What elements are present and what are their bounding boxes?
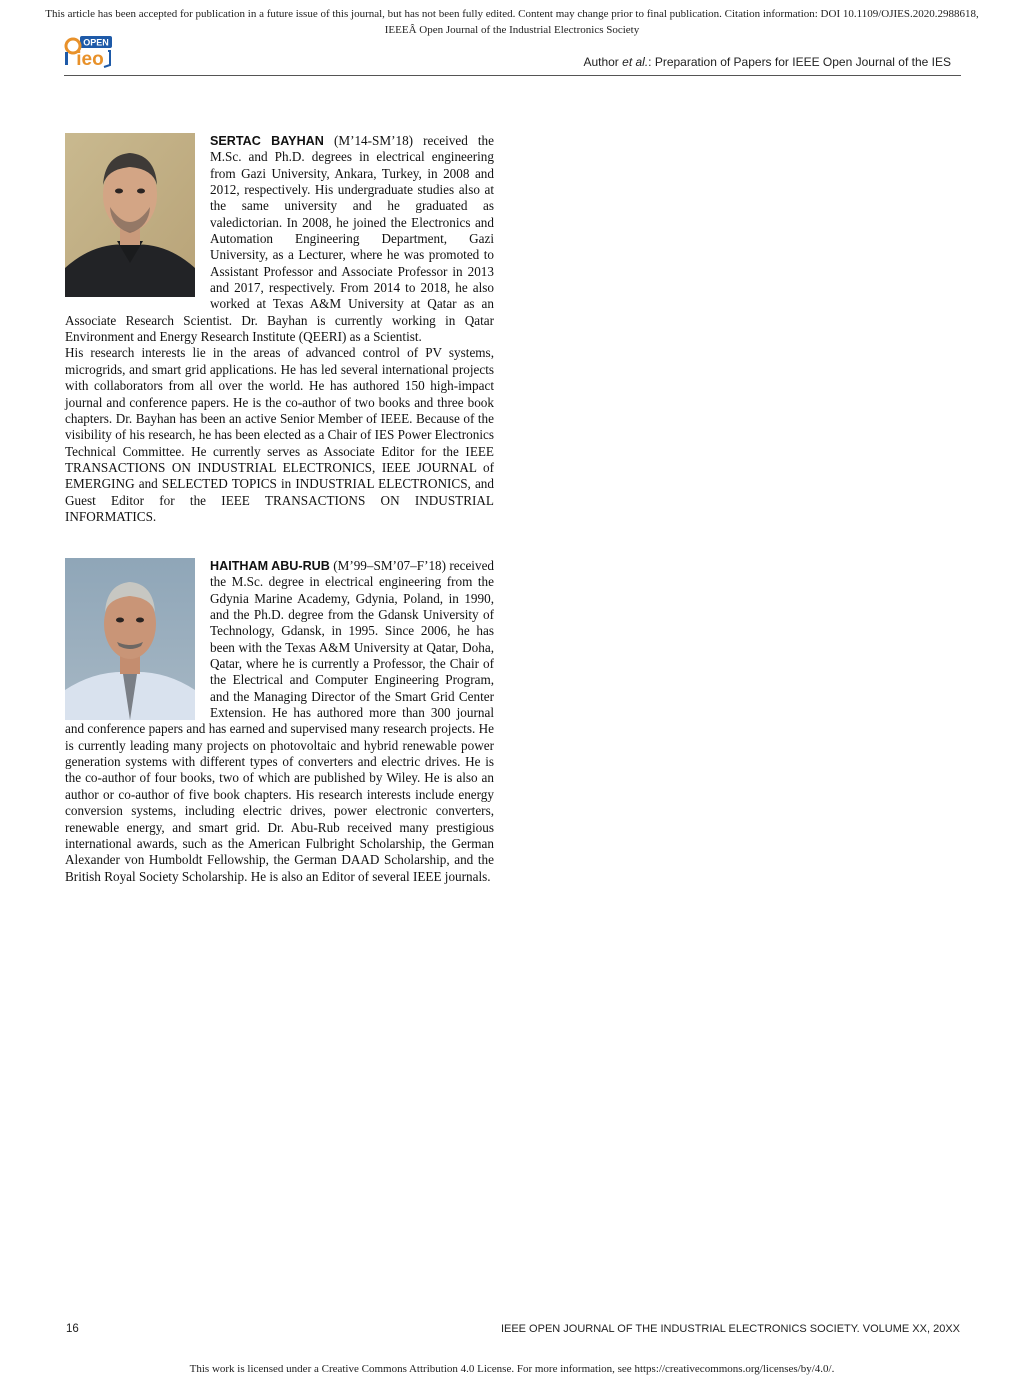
author-photo-aburub: [65, 558, 195, 720]
header-rule: [64, 75, 961, 76]
running-head-title: : Preparation of Papers for IEEE Open Journal of the IES: [648, 55, 951, 69]
footer-journal-name: IEEE OPEN JOURNAL OF THE INDUSTRIAL ELECTRONICS SOCIETY. VOLUME XX, 20XX: [500, 1323, 960, 1335]
publication-notice-line-2: IEEEÂ Open Journal of the Industrial Electronics Society: [384, 24, 640, 36]
journal-logo-graphic: [64, 34, 114, 68]
biography-aburub-text-1: (M’99–SM’07–F’18) received the M.Sc. degree in electrical engineering from the Gdynia Marine Academy, Gdynia, Poland, in 1990, and the Ph.D. degree from the Gdansk University of Technology, Gdansk, in 1995. Since 2006, he has been with the Texas A&M University at Qatar, Doha, Qatar, where he is currently a Professor, the Chair of the Electrical and Computer Engineering Program, and the Managing Director of the Smart Grid Center Extension. He has authored more than 300 journal and conference papers and has earned and supervised many research projects. He is currently leading many projects on photovoltaic and hybrid renewable power generation systems with different types of converters and electric drives. He is the co-author of four books, two of which are published by Wiley. He is also an author or co-author of five book chapters. His research interests include energy conversion systems, including electric drives, power electronic converters, renewable energy, and smart grid. Dr. Abu-Rub received many prestigious international awards, such as the American Fulbright Scholarship, the German Alexander von Humboldt Fellowship, the German DAAD Scholarship, and the British Royal Society Scholarship. He is also an Editor of several IEEE journals.: [65, 558, 495, 884]
biography-aburub: [65, 558, 494, 885]
running-head-etal: et al.: [622, 55, 649, 69]
author-name-aburub: HAITHAM ABU-RUB: [210, 559, 330, 573]
logo-text-open: OPEN: [83, 37, 109, 48]
logo-text-ieo: ieo: [76, 49, 104, 68]
running-head-prefix: Author: [583, 55, 623, 69]
license-notice: This work is licensed under a Creative Commons Attribution 4.0 License. For more information, see https://creativecommons.org/licenses/by/4.0/.: [189, 1363, 835, 1375]
running-head: [583, 55, 951, 69]
biography-bayhan-paragraph-2: His research interests lie in the areas of advanced control of PV systems, microgrids, and smart grid applications. He has led several international projects with collaborators from all over the world. He has authored 150 high-impact journal and conference papers. He is the co-author of two books and three book chapters. Dr. Bayhan has been an active Senior Member of IEEE. Because of the visibility of his research, he has been elected as a Chair of IES Power Electronics Technical Committee. He currently serves as Associate Editor for the IEEE TRANSACTIONS ON INDUSTRIAL ELECTRONICS, IEEE JOURNAL of EMERGING and SELECTED TOPICS in INDUSTRIAL ELECTRONICS, and Guest Editor for the IEEE TRANSACTIONS ON INDUSTRIAL INFORMATICS.: [65, 345, 494, 524]
publication-notice-line-1: This article has been accepted for publication in a future issue of this journal, but has not been fully edited. Content may change prior to final publication. Citation information: DOI 10.1109/OJIES.2020.2988618,: [45, 8, 979, 20]
author-name-bayhan: SERTAC BAYHAN: [210, 134, 324, 148]
author-photo-bayhan: [65, 133, 195, 297]
page-number: 16: [66, 1323, 79, 1335]
publication-notice: [0, 6, 1024, 38]
biography-bayhan-text-1: (M’14-SM’18) received the M.Sc. and Ph.D. degrees in electrical engineering from Gazi University, Ankara, Turkey, in 2008 and 2012, respectively. His undergraduate studies also at the same university and he graduated as valedictorian. In 2008, he joined the Electronics and Automation Engineering Department, Gazi University, as a Lecturer, where he was promoted to Assistant Professor and Associate Professor in 2013 and 2017, respectively. From 2014 to 2018, he also worked at Texas A&M University at Qatar as an Associate Research Scientist. Dr. Bayhan is currently working in Qatar Environment and Energy Research Institute (QEERI) as a Scientist.: [65, 133, 495, 345]
journal-logo: [64, 34, 114, 68]
biography-bayhan: [65, 133, 494, 525]
